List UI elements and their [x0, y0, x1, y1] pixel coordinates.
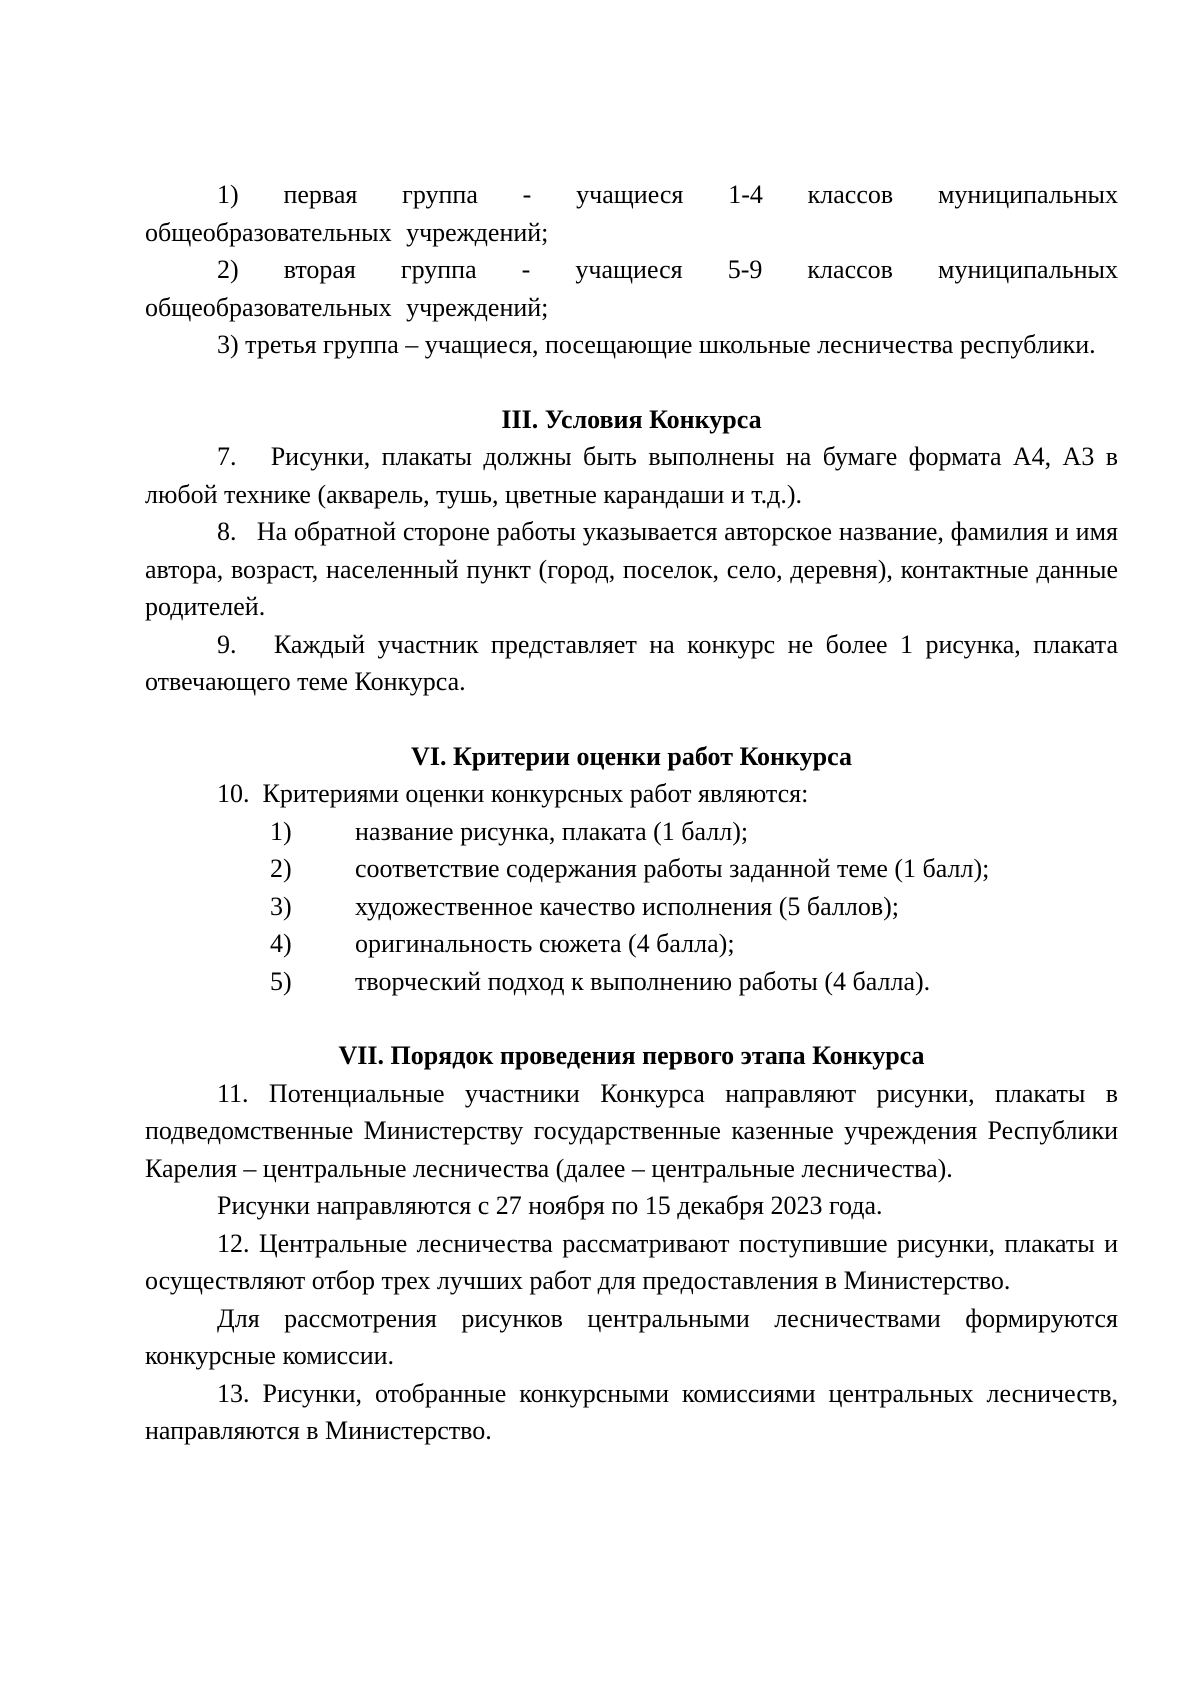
- item-number: 4): [270, 929, 292, 958]
- procedure-paragraph-commissions: Для рассмотрения рисунков центральными лесничествами формируются конкурсные комиссии.: [145, 1303, 1118, 1370]
- item-number: 8.: [217, 517, 237, 546]
- item-number: 7.: [217, 442, 237, 471]
- item-text: название рисунка, плаката (1 балл);: [355, 816, 749, 846]
- criteria-intro: [145, 775, 1118, 813]
- section-heading-criteria: VI. Критерии оценки работ Конкурса: [411, 741, 852, 771]
- item-number: 10.: [217, 779, 250, 808]
- conditions-item-9: [145, 626, 1118, 701]
- procedure-paragraph-13: 13. Рисунки, отобранные конкурсными комиссиями центральных лесничеств, направляются в Министерство.: [145, 1378, 1118, 1445]
- item-text: художественное качество исполнения (5 баллов);: [355, 891, 900, 921]
- item-number: 2): [270, 854, 292, 883]
- conditions-item-7: [145, 438, 1118, 513]
- section-heading-conditions: III. Условия Конкурса: [501, 404, 762, 434]
- criteria-list: [145, 813, 1118, 1001]
- criteria-item: [270, 888, 1118, 926]
- item-text: творческий подход к выполнению работы (4 балла).: [355, 966, 931, 996]
- item-text: На обратной стороне работы указывается авторское название, фамилия и имя автора, возраст, населенный пункт (город, поселок, село, деревня), контактные данные родителей.: [145, 517, 1119, 621]
- criteria-item: [270, 850, 1118, 888]
- document-body: [145, 176, 1118, 1450]
- item-text: Каждый участник представляет на конкурс не более 1 рисунка, плаката отвечающего теме Конкурса.: [145, 629, 1118, 696]
- procedure-paragraph-dates: Рисунки направляются с 27 ноября по 15 декабря 2023 года.: [217, 1191, 883, 1220]
- item-text: соответствие содержания работы заданной теме (1 балл);: [355, 854, 990, 883]
- item-number: 1): [270, 816, 292, 846]
- item-number: 5): [270, 966, 292, 996]
- item-text: Критериями оценки конкурсных работ являются:: [262, 779, 809, 808]
- section-heading-procedure: VII. Порядок проведения первого этапа Конкурса: [338, 1041, 925, 1070]
- group-item-2: 2) вторая группа - учащиеся 5-9 классов муниципальных общеобразовательных учреждений;: [145, 255, 1118, 322]
- procedure-paragraph-11: 11. Потенциальные участники Конкурса направляют рисунки, плакаты в подведомственные Министерству государственные казенные учреждения Республики Карелия – центральные лесничества (далее – центральные лесничества).: [145, 1078, 1118, 1183]
- conditions-item-8: [145, 513, 1118, 626]
- item-text: Рисунки, плакаты должны быть выполнены на бумаге формата А4, А3 в любой технике (акварель, тушь, цветные карандаши и т.д.).: [145, 442, 1119, 509]
- group-item-3: 3) третья группа – учащиеся, посещающие школьные лесничества республики.: [217, 330, 1096, 359]
- item-text: оригинальность сюжета (4 балла);: [355, 929, 735, 958]
- group-item-1: 1) первая группа - учащиеся 1-4 классов муниципальных общеобразовательных учреждений;: [145, 180, 1118, 247]
- procedure-paragraph-12: 12. Центральные лесничества рассматривают поступившие рисунки, плакаты и осуществляют отбор трех лучших работ для предоставления в Министерство.: [145, 1228, 1118, 1295]
- item-number: 9.: [217, 629, 237, 659]
- criteria-item: [270, 963, 1118, 1001]
- criteria-item: [270, 813, 1118, 851]
- item-number: 3): [270, 891, 292, 921]
- criteria-item: [270, 925, 1118, 963]
